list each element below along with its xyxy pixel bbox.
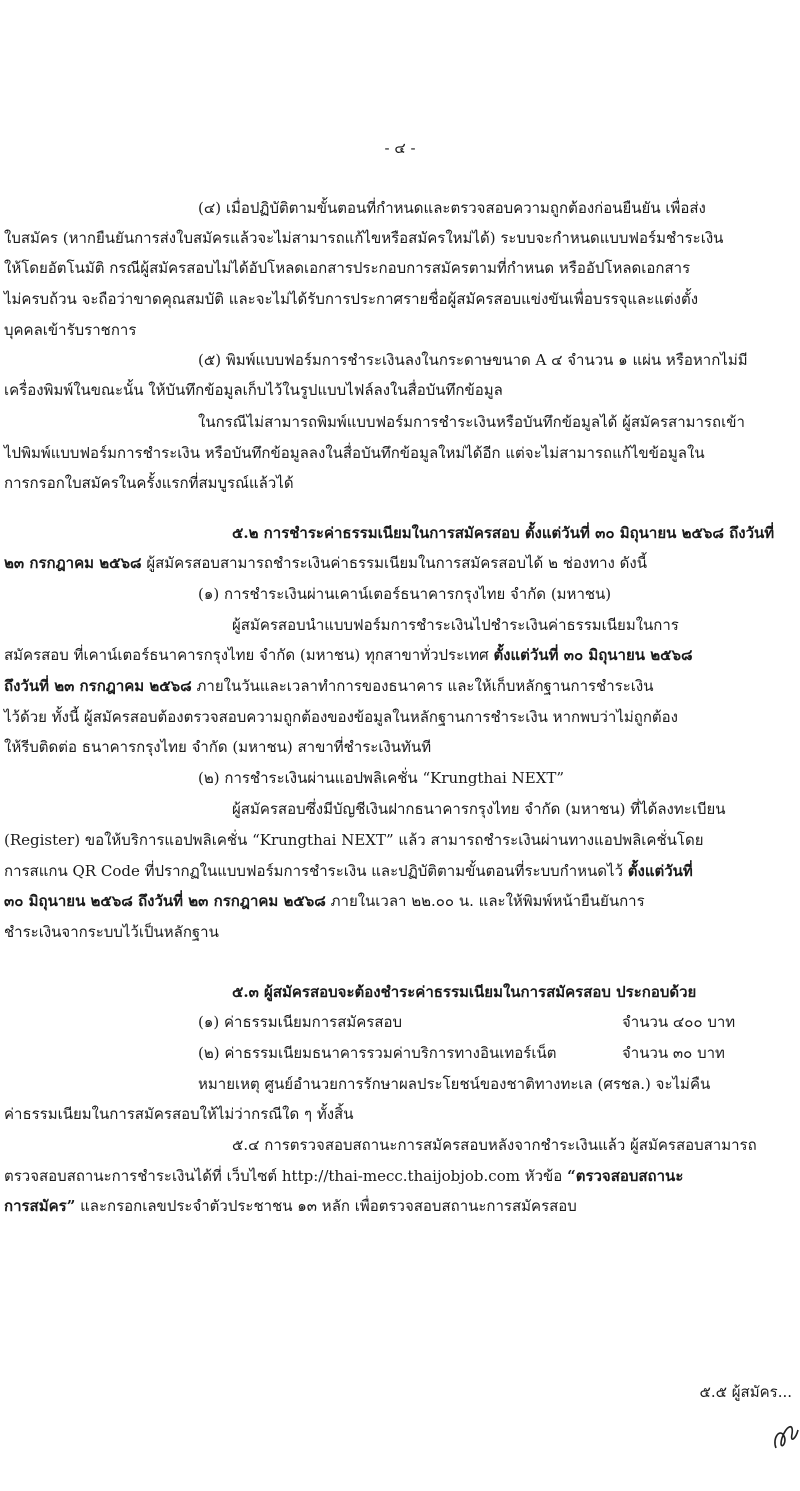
section-5-3-heading: ๕.๓ ผู้สมัครสอบจะต้องชำระค่าธรรมเนียมในการสมัครสอบ ประกอบด้วย [232, 983, 697, 1001]
section-5-2-heading: ๕.๒ การชำระค่าธรรมเนียมในการสมัครสอบ ตั้งแต่วันที่ ๓๐ มิถุนายน ๒๕๖๘ ถึงวันที่ [232, 524, 775, 542]
item-4-line-2: ใบสมัคร (หากยืนยันการส่งใบสมัครแล้วจะไม่สามารถแก้ไขหรือสมัครใหม่ได้) ระบบจะกำหนดแบบฟอร์มชำระเงิน [4, 229, 724, 247]
section-5-4-id: และกรอกเลขประจำตัวประชาชน ๑๓ หลัก เพื่อตรวจสอบสถานะการสมัครสอบ [75, 1197, 577, 1215]
channel-1-title: (๑) การชำระเงินผ่านเคาน์เตอร์ธนาคารกรุงไทย จำกัด (มหาชน) [198, 585, 612, 603]
channel-1-line-1: ผู้สมัครสอบนำแบบฟอร์มการชำระเงินไปชำระเงินค่าธรรมเนียมในการ [232, 616, 679, 634]
next-page-cue: ๕.๕ ผู้สมัคร... [699, 1383, 792, 1401]
channel-1-end-date: ถึงวันที่ ๒๓ กรกฎาคม ๒๕๖๘ [4, 677, 192, 695]
channel-2-line-1: ผู้สมัครสอบซึ่งมีบัญชีเงินฝากธนาคารกรุงไทย จำกัด (มหาชน) ที่ได้ลงทะเบียน [232, 800, 726, 818]
section-5-2-channels: ผู้สมัครสอบสามารถชำระเงินค่าธรรมเนียมในการสมัครสอบได้ ๒ ช่องทาง ดังนี้ [141, 554, 647, 572]
item-5-line-4: ไปพิมพ์แบบฟอร์มการชำระเงิน หรือบันทึกข้อมูลลงในสื่อบันทึกข้อมูลใหม่ได้อีก แต่จะไม่สามารถแก้ไขข้อมูลใน [4, 444, 705, 462]
item-4-line-4: ไม่ครบถ้วน จะถือว่าขาดคุณสมบัติ และจะไม่ได้รับการประกาศรายชื่อผู้สมัครสอบแข่งขันเพื่อบรรจุและแต่งตั้ง [4, 290, 699, 308]
channel-2-qr: การสแกน QR Code ที่ปรากฏในแบบฟอร์มการชำระเงิน และปฏิบัติตามขั้นตอนที่ระบบกำหนดไว้ [4, 862, 628, 880]
initials-signature [770, 1408, 800, 1456]
section-5-4-line-2 [4, 1164, 800, 1188]
section-5-2-line-2 [4, 551, 800, 575]
fee-label-1: (๑) ค่าธรรมเนียมการสมัครสอบ [198, 1013, 403, 1031]
section-5-2-end-date: ๒๓ กรกฎาคม ๒๕๖๘ [4, 554, 142, 572]
channel-2-start: ตั้งแต่วันที่ [627, 862, 693, 880]
section-5-4-line-3 [4, 1194, 800, 1218]
channel-2-dates: ๓๐ มิถุนายน ๒๕๖๘ ถึงวันที่ ๒๓ กรกฎาคม ๒๕๖๘ [4, 892, 326, 910]
fee-note-line-1: หมายเหตุ ศูนย์อำนวยการรักษาผลประโยชน์ของชาติทางทะเล (ศรชล.) จะไม่คืน [198, 1075, 711, 1093]
section-5-4-line-1: ๕.๔ การตรวจสอบสถานะการสมัครสอบหลังจากชำระเงินแล้ว ผู้สมัครสอบสามารถ [232, 1136, 757, 1154]
fee-note-line-2: ค่าธรรมเนียมในการสมัครสอบให้ไม่ว่ากรณีใด ๆ ทั้งสิ้น [4, 1105, 354, 1123]
item-4-line-3: ให้โดยอัตโนมัติ กรณีผู้สมัครสอบไม่ได้อัปโหลดเอกสารประกอบการสมัครตามที่กำหนด หรืออัปโหลดเอกสาร [4, 259, 691, 277]
channel-1-line-5: ให้รีบติดต่อ ธนาคารกรุงไทย จำกัด (มหาชน) สาขาที่ชำระเงินทันที [4, 738, 432, 756]
section-5-4-website: ตรวจสอบสถานะการชำระเงินได้ที่ เว็บไซต์ http://thai-mecc.thaijobjob.com หัวข้อ [4, 1167, 568, 1185]
item-4-line-5: บุคคลเข้ารับราชการ [4, 321, 137, 339]
fee-amount-1: จำนวน ๔๐๐ บาท [622, 1013, 736, 1031]
channel-1-line-2 [4, 643, 800, 667]
channel-1-start-date: ตั้งแต่วันที่ ๓๐ มิถุนายน ๒๕๖๘ [493, 646, 693, 664]
channel-1-line-4: ไว้ด้วย ทั้งนี้ ผู้สมัครสอบต้องตรวจสอบความถูกต้องของข้อมูลในหลักฐานการชำระเงิน หากพบว่าไม่ถูกต้อง [4, 708, 678, 726]
channel-1-hours: ภายในวันและเวลาทำการของธนาคาร และให้เก็บหลักฐานการชำระเงิน [191, 677, 654, 695]
channel-2-line-2: (Register) ขอให้บริการแอปพลิเคชั่น “Krungthai NEXT” แล้ว สามารถชำระเงินผ่านทางแอปพลิเคชั่นโดย [4, 831, 704, 849]
section-5-4-topic-b: การสมัคร” [4, 1197, 76, 1215]
fee-label-2: (๒) ค่าธรรมเนียมธนาคารรวมค่าบริการทางอินเทอร์เน็ต [198, 1044, 557, 1062]
channel-2-line-3 [4, 859, 800, 883]
item-5-line-1: (๕) พิมพ์แบบฟอร์มการชำระเงินลงในกระดาษขนาด A ๔ จำนวน ๑ แผ่น หรือหากไม่มี [198, 351, 748, 369]
channel-1-counter: สมัครสอบ ที่เคาน์เตอร์ธนาคารกรุงไทย จำกัด (มหาชน) ทุกสาขาทั่วประเทศ [4, 646, 494, 664]
channel-1-line-3 [4, 674, 800, 698]
item-5-line-3: ในกรณีไม่สามารถพิมพ์แบบฟอร์มการชำระเงินหรือบันทึกข้อมูลได้ ผู้สมัครสามารถเข้า [198, 413, 745, 431]
channel-2-time: ภายในเวลา ๒๒.๐๐ น. และให้พิมพ์หน้ายืนยันการ [325, 892, 645, 910]
channel-2-line-5: ชำระเงินจากระบบไว้เป็นหลักฐาน [4, 923, 219, 941]
fee-amount-2: จำนวน ๓๐ บาท [622, 1044, 725, 1062]
page-number: - ๔ - [384, 139, 416, 157]
section-5-4-topic-a: “ตรวจสอบสถานะ [567, 1167, 684, 1185]
item-4-line-1: (๔) เมื่อปฏิบัติตามขั้นตอนที่กำหนดและตรวจสอบความถูกต้องก่อนยืนยัน เพื่อส่ง [198, 199, 706, 217]
item-5-line-2: เครื่องพิมพ์ในขณะนั้น ให้บันทึกข้อมูลเก็บไว้ในรูปแบบไฟล์ลงในสื่อบันทึกข้อมูล [4, 381, 503, 399]
item-5-line-5: การกรอกใบสมัครในครั้งแรกที่สมบูรณ์แล้วได้ [4, 474, 294, 492]
channel-2-title: (๒) การชำระเงินผ่านแอปพลิเคชั่น “Krungthai NEXT” [198, 769, 565, 787]
channel-2-line-4 [4, 889, 800, 913]
